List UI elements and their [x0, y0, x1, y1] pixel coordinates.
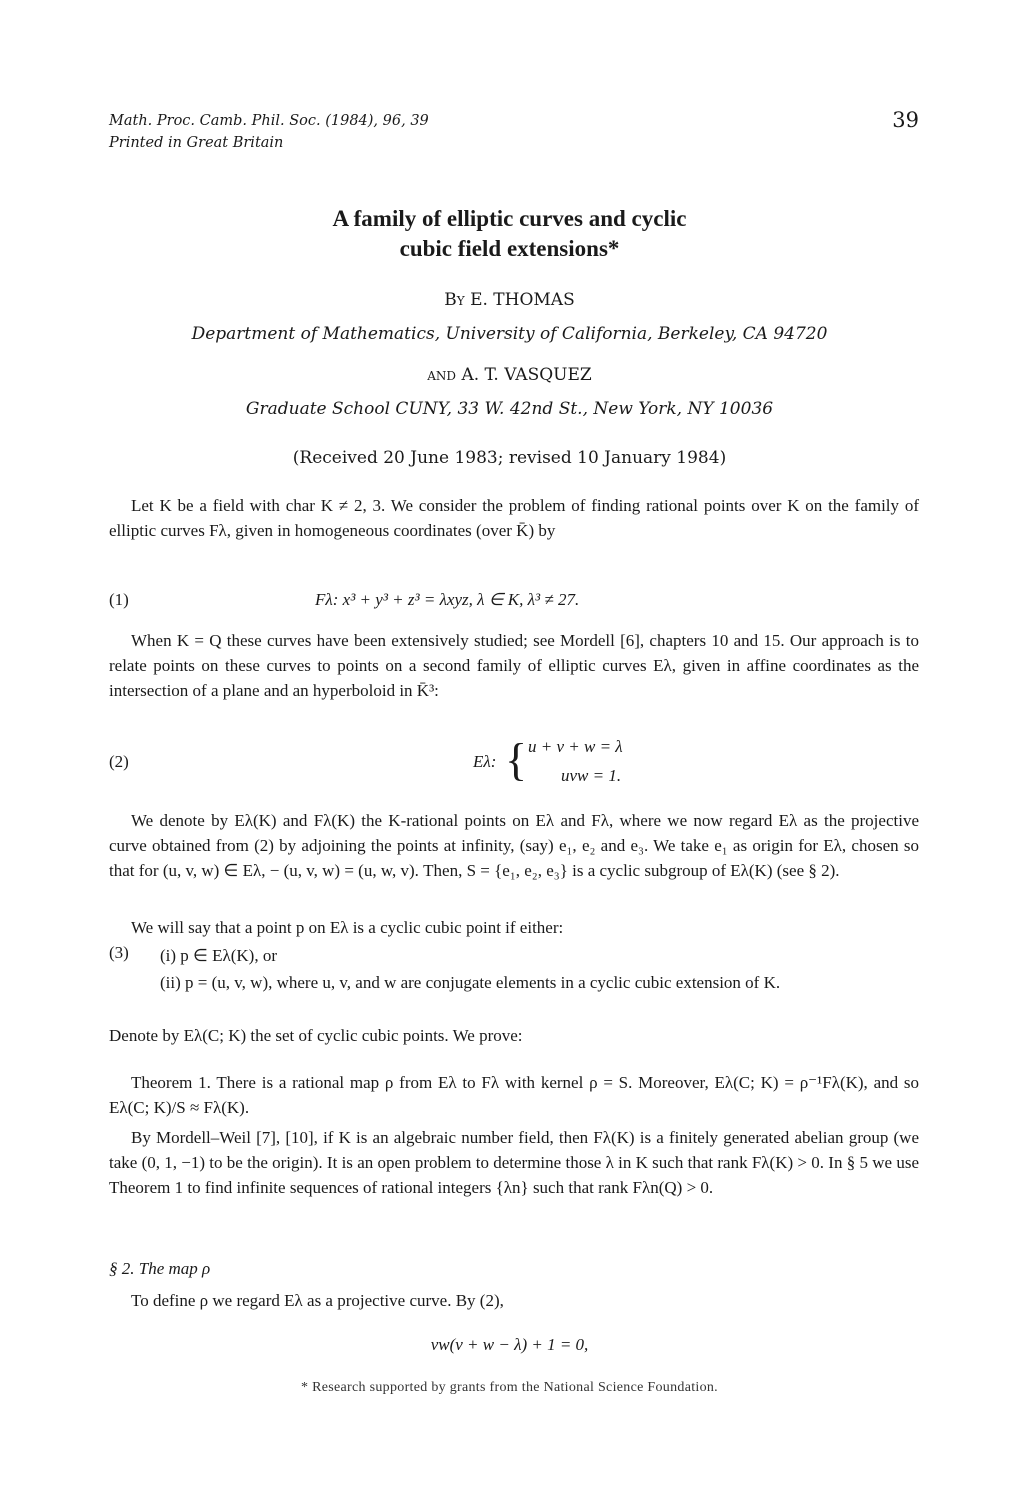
received-dates: (Received 20 June 1983; revised 10 January 1984) — [292, 448, 727, 468]
paragraph-6: By Mordell–Weil [7], [10], if K is an algebraic number field, then Fλ(K) is a finitely generated abelian group (we take (0, 1, −1) to be the origin). It is an open problem to determine those λ in K such that rank Fλ(K) > 0. In § 5 we use Theorem 1 to find infinite sequences of rational integers {λn} such that rank Fλn(Q) > 0. — [109, 1128, 919, 1197]
equation-2-line-1: u + v + w = λ — [528, 737, 623, 756]
equation-1: Fλ: x³ + y³ + z³ = λxyz, λ ∈ K, λ³ ≠ 27. — [315, 590, 580, 609]
paragraph-4: We will say that a point p on Eλ is a cyclic cubic point if either: — [131, 918, 564, 937]
footnote: * Research supported by grants from the National Science Foundation. — [301, 1380, 718, 1395]
title-line-2: cubic field extensions* — [399, 236, 620, 261]
paragraph-5: Denote by Eλ(C; K) the set of cyclic cubic points. We prove: — [109, 1026, 523, 1045]
equation-3: vw(v + w − λ) + 1 = 0, — [430, 1335, 589, 1354]
paper-title — [0, 204, 1019, 264]
title-line-1: A family of elliptic curves and cyclic — [332, 206, 687, 231]
author-2-affiliation: Graduate School CUNY, 33 W. 42nd St., New York, NY 10036 — [245, 399, 774, 419]
author-2: and A. T. VASQUEZ — [427, 365, 592, 385]
journal-line: Math. Proc. Camb. Phil. Soc. (1984), 96, 39 — [109, 113, 429, 129]
equation-1-number: (1) — [109, 590, 129, 609]
author-1-affiliation: Department of Mathematics, University of California, Berkeley, CA 94720 — [191, 324, 828, 344]
page-number: 39 — [892, 108, 919, 132]
paragraph-3: We denote by Eλ(K) and Fλ(K) the K-rational points on Eλ and Fλ, where we now regard Eλ as the projective curve obtained from (2) by adjoining the points at infinity, (say) e₁, e₂ and e₃. We take e₁ as origin for Eλ, chosen so that for (u, v, w) ∈ Eλ, − (u, v, w) = (u, w, v). Then, S = {e₁, e₂, e₃} is a cyclic subgroup of Eλ(K) (see § 2). — [109, 811, 919, 880]
author-1: By E. THOMAS — [444, 290, 575, 310]
condition-ii: (ii) p = (u, v, w), where u, v, and w are conjugate elements in a cyclic cubic extension of K. — [160, 973, 781, 992]
paragraph-2: When K = Q these curves have been extensively studied; see Mordell [6], chapters 10 and 15. Our approach is to relate points on these curves to points on a second family of elliptic curves Eλ, given in affine coordinates as the intersection of a plane and an hyperboloid in K̄³: — [109, 631, 919, 700]
condition-i: (i) p ∈ Eλ(K), or — [160, 946, 277, 965]
condition-number: (3) — [109, 943, 129, 962]
section-heading: § 2. The map ρ — [109, 1259, 211, 1278]
paragraph-1: Let K be a field with char K ≠ 2, 3. We consider the problem of finding rational points over K on the family of elliptic curves Fλ, given in homogeneous coordinates (over K̄) by — [109, 496, 919, 540]
journal-citation — [109, 110, 429, 154]
equation-2-lhs: Eλ: — [473, 752, 497, 771]
theorem-1: Theorem 1. There is a rational map ρ from Eλ to Fλ with kernel ρ = S. Moreover, Eλ(C; K) = ρ⁻¹Fλ(K), and so Eλ(C; K)/S ≈ Fλ(K). — [109, 1073, 919, 1117]
paragraph-7: To define ρ we regard Eλ as a projective curve. By (2), — [131, 1291, 504, 1310]
equation-2-line-2: uvw = 1. — [561, 766, 622, 785]
equation-2-number: (2) — [109, 752, 129, 771]
printed-line: Printed in Great Britain — [109, 135, 284, 151]
equation-2-brace: { — [505, 734, 528, 785]
